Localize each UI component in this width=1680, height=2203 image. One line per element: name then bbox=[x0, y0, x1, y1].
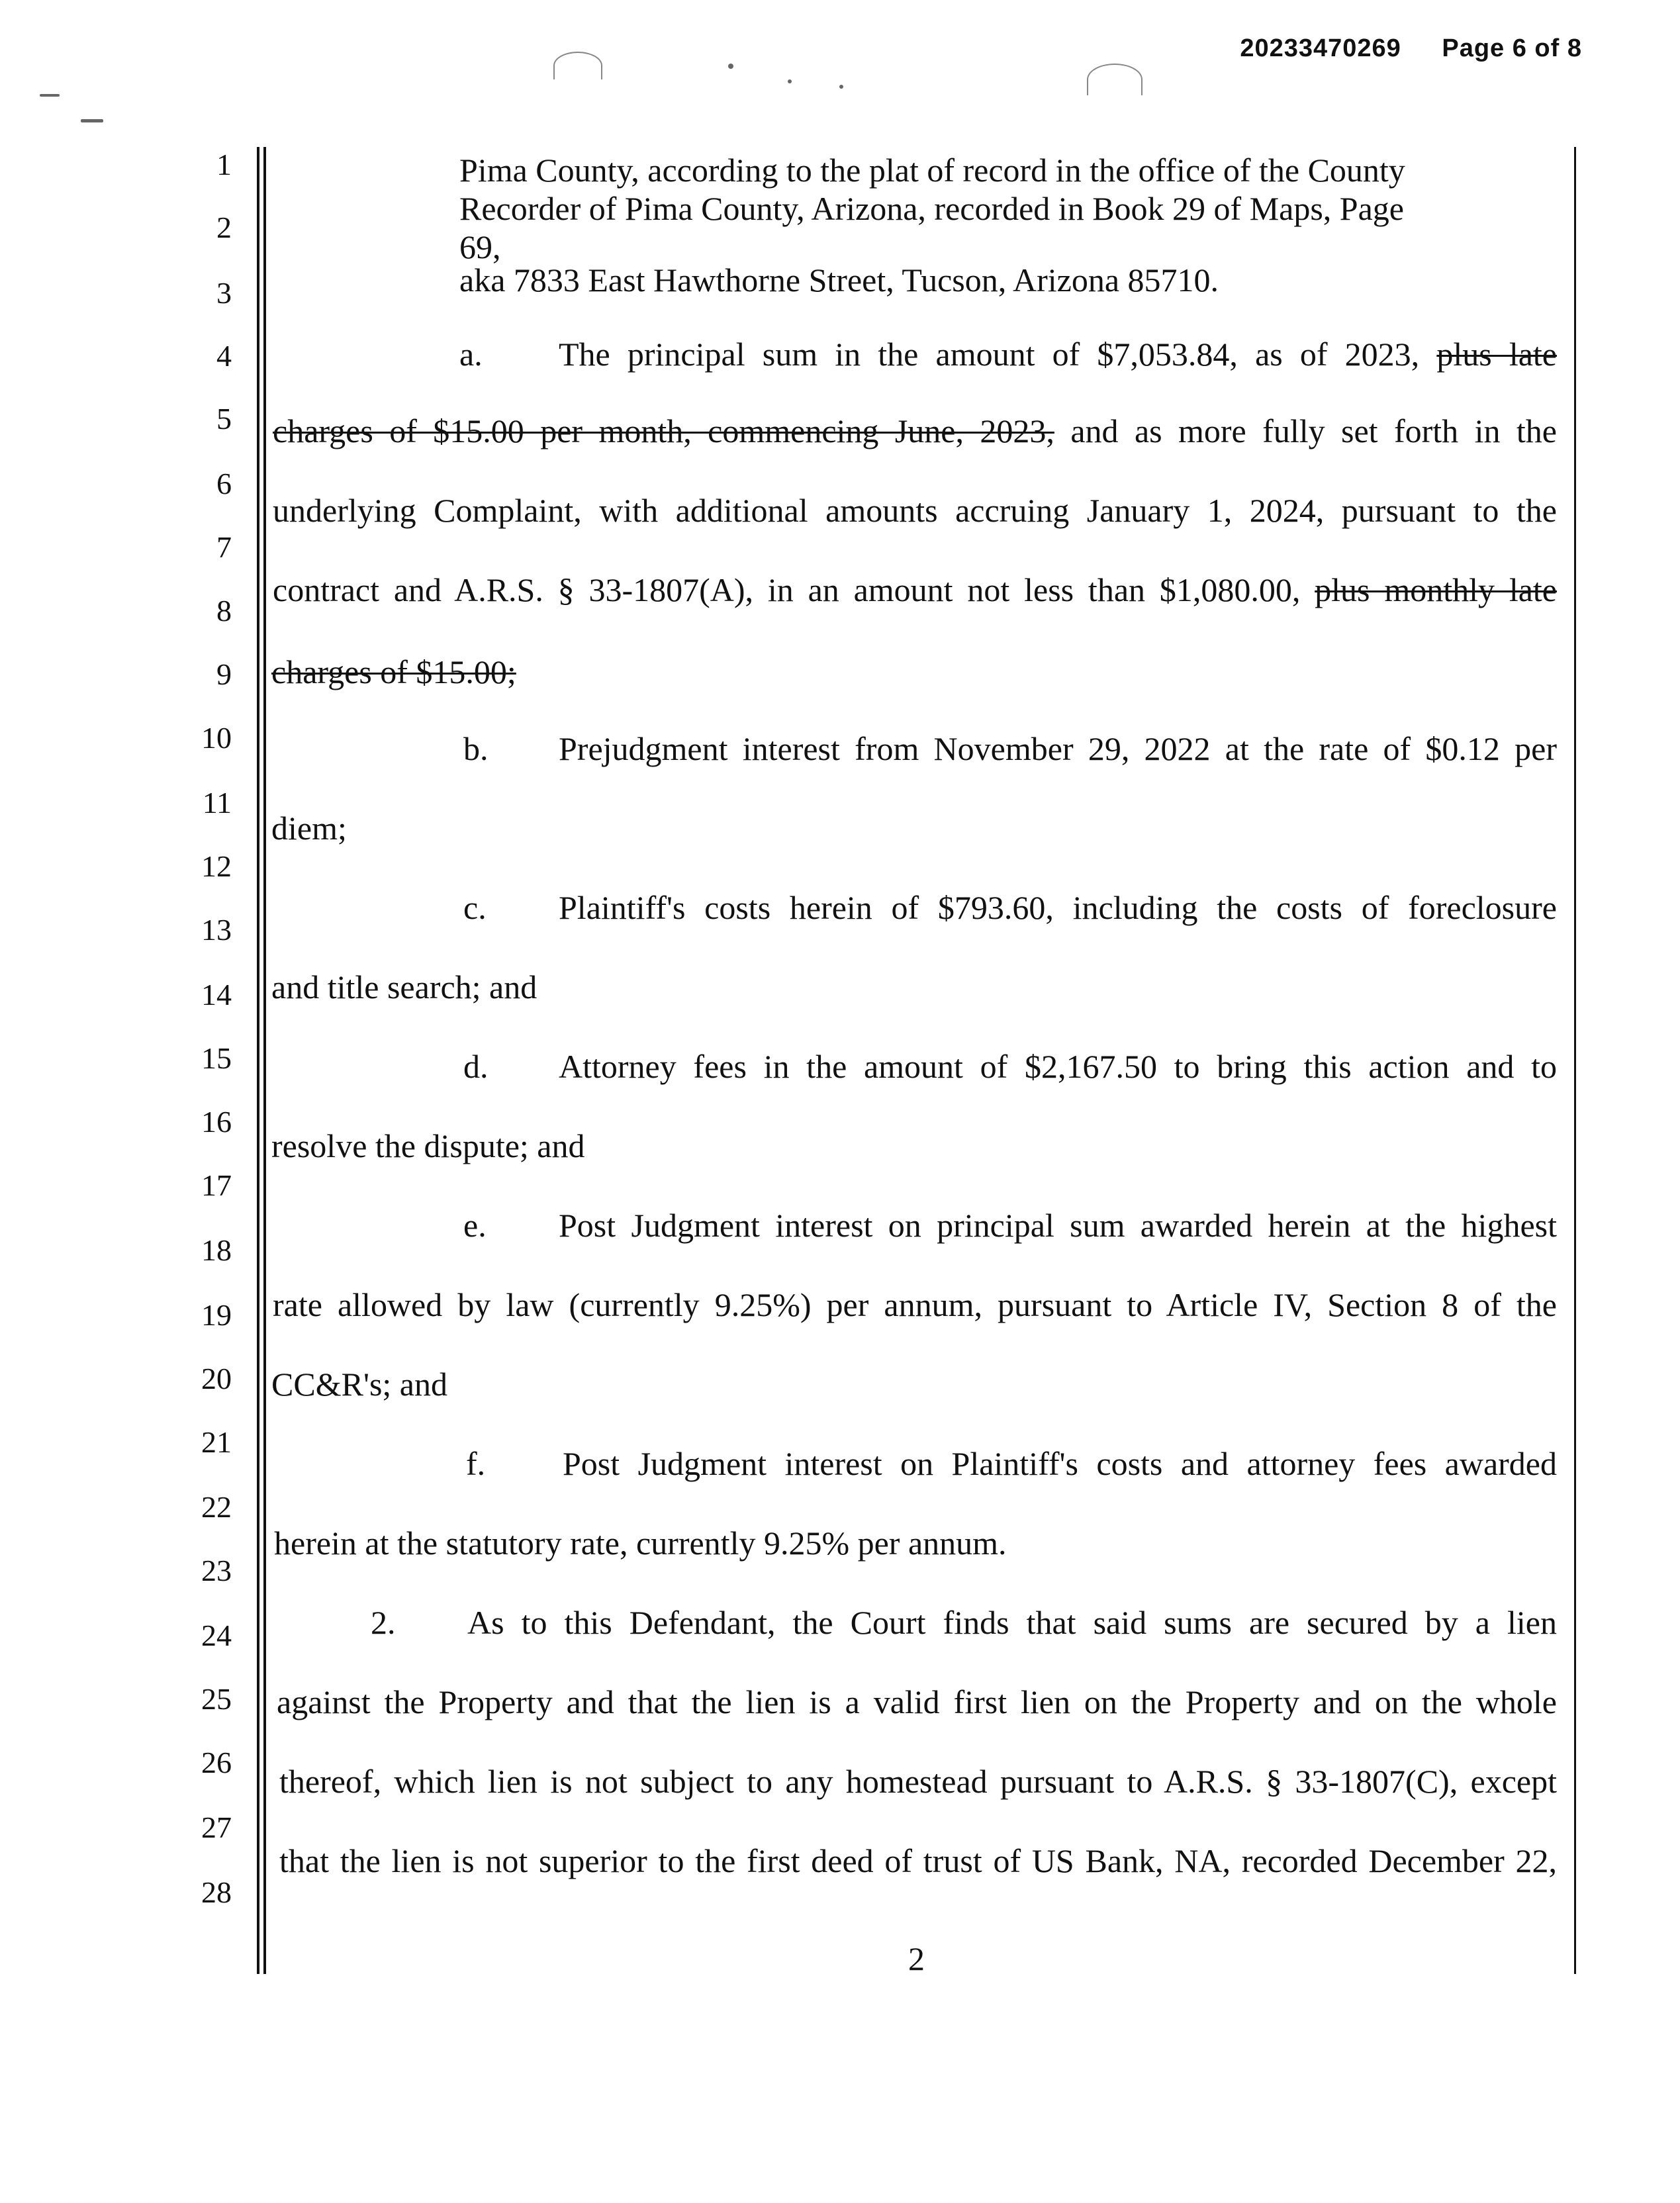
line-number: 16 bbox=[201, 1105, 232, 1139]
item-e-line-3: CC&R's; and bbox=[271, 1366, 447, 1403]
line-number: 10 bbox=[201, 721, 232, 755]
line-number: 23 bbox=[201, 1554, 232, 1587]
item-c-line-2: and title search; and bbox=[271, 968, 537, 1006]
line-number: 28 bbox=[201, 1875, 232, 1909]
line-number: 1 bbox=[216, 148, 232, 181]
item-a-text: contract and A.R.S. § 33-1807(A), in an amount not less than $1,080.00, bbox=[273, 571, 1301, 608]
item-letter: f. bbox=[466, 1445, 486, 1482]
recording-header bbox=[1240, 34, 1582, 63]
legal-description-line: Recorder of Pima County, Arizona, recorded in Book 29 of Maps, Page bbox=[459, 190, 1405, 227]
struck-text: plus late bbox=[1436, 336, 1557, 373]
line-number: 25 bbox=[201, 1682, 232, 1716]
para-2-line-2: against the Property and that the lien is a valid first lien on the Property and on the whole bbox=[277, 1683, 1557, 1720]
paragraph-number: 2. bbox=[371, 1604, 396, 1641]
line-number: 22 bbox=[201, 1490, 232, 1524]
item-letter: b. bbox=[463, 730, 489, 767]
line-number: 5 bbox=[216, 402, 232, 436]
para-2-line-3: thereof, which lien is not subject to any homestead pursuant to A.R.S. § 33-1807(C), except bbox=[279, 1763, 1557, 1800]
struck-text: charges of $15.00 per month, commencing June, 2023, bbox=[273, 412, 1054, 449]
para-2-line-1: As to this Defendant, the Court finds that said sums are secured by a lien bbox=[467, 1604, 1557, 1641]
line-number: 20 bbox=[201, 1362, 232, 1395]
page-number: 2 bbox=[908, 1940, 925, 1977]
item-c-line-1: Plaintiff's costs herein of $793.60, including the costs of foreclosure bbox=[559, 889, 1557, 926]
struck-text: plus monthly late bbox=[1315, 571, 1557, 608]
scan-speck bbox=[81, 119, 103, 122]
line-number: 13 bbox=[201, 913, 232, 947]
item-a-line-1 bbox=[559, 338, 1557, 371]
line-number: 2 bbox=[216, 211, 232, 244]
item-b-line-1: Prejudgment interest from November 29, 2022 at the rate of $0.12 per bbox=[559, 730, 1557, 767]
item-a-line-5 bbox=[271, 655, 516, 688]
scan-speck bbox=[788, 79, 792, 83]
line-number: 27 bbox=[201, 1810, 232, 1844]
line-number: 26 bbox=[201, 1746, 232, 1779]
item-a-text: and as more fully set forth in the bbox=[1070, 412, 1557, 449]
line-number: 18 bbox=[201, 1233, 232, 1267]
line-number: 8 bbox=[216, 594, 232, 628]
struck-text: charges of $15.00; bbox=[271, 653, 516, 690]
line-number: 7 bbox=[216, 530, 232, 564]
page-label: Page 6 of 8 bbox=[1442, 34, 1582, 62]
scan-mark bbox=[1087, 64, 1143, 95]
scan-speck bbox=[40, 94, 60, 97]
item-a-text: The principal sum in the amount of $7,053.84, as of 2023, bbox=[559, 336, 1420, 373]
legal-description-line: 69, bbox=[459, 228, 501, 265]
scan-speck bbox=[839, 85, 843, 89]
line-number: 19 bbox=[201, 1298, 232, 1332]
item-a-line-2 bbox=[273, 414, 1557, 447]
scan-speck bbox=[728, 64, 733, 69]
line-number: 9 bbox=[216, 657, 232, 691]
line-number: 12 bbox=[201, 849, 232, 883]
item-d-line-2: resolve the dispute; and bbox=[271, 1127, 585, 1164]
line-number: 17 bbox=[201, 1168, 232, 1202]
line-number: 24 bbox=[201, 1618, 232, 1652]
line-number: 14 bbox=[201, 978, 232, 1011]
item-d-line-1: Attorney fees in the amount of $2,167.50 to bring this action and to bbox=[559, 1048, 1557, 1085]
item-e-line-1: Post Judgment interest on principal sum awarded herein at the highest bbox=[559, 1207, 1557, 1244]
left-margin-rule bbox=[257, 147, 259, 1974]
line-number: 3 bbox=[216, 276, 232, 310]
line-number: 21 bbox=[201, 1425, 232, 1459]
scan-mark bbox=[553, 52, 602, 79]
line-number: 11 bbox=[202, 786, 232, 820]
item-e-line-2: rate allowed by law (currently 9.25%) per annum, pursuant to Article IV, Section 8 of the bbox=[273, 1286, 1557, 1323]
legal-description-line: Pima County, according to the plat of record in the office of the County bbox=[459, 152, 1405, 189]
item-letter: a. bbox=[459, 336, 483, 373]
property-address-line: aka 7833 East Hawthorne Street, Tucson, Arizona 85710. bbox=[459, 261, 1219, 299]
line-number: 6 bbox=[216, 467, 232, 500]
right-margin-rule bbox=[1574, 147, 1576, 1974]
item-letter: e. bbox=[463, 1207, 487, 1244]
line-number: 4 bbox=[216, 339, 232, 373]
item-a-line-3: underlying Complaint, with additional amounts accruing January 1, 2024, pursuant to the bbox=[273, 492, 1557, 529]
item-letter: d. bbox=[463, 1048, 489, 1085]
item-f-line-1: Post Judgment interest on Plaintiff's costs and attorney fees awarded bbox=[563, 1445, 1557, 1482]
item-f-line-2: herein at the statutory rate, currently 9.25% per annum. bbox=[274, 1524, 1007, 1562]
left-margin-rule bbox=[263, 147, 266, 1974]
item-b-line-2: diem; bbox=[271, 810, 347, 847]
item-a-line-4 bbox=[273, 573, 1557, 606]
document-number: 20233470269 bbox=[1240, 34, 1401, 62]
line-number: 15 bbox=[201, 1041, 232, 1075]
para-2-line-4: that the lien is not superior to the first deed of trust of US Bank, NA, recorded December 22, bbox=[279, 1842, 1557, 1879]
item-letter: c. bbox=[463, 889, 487, 926]
